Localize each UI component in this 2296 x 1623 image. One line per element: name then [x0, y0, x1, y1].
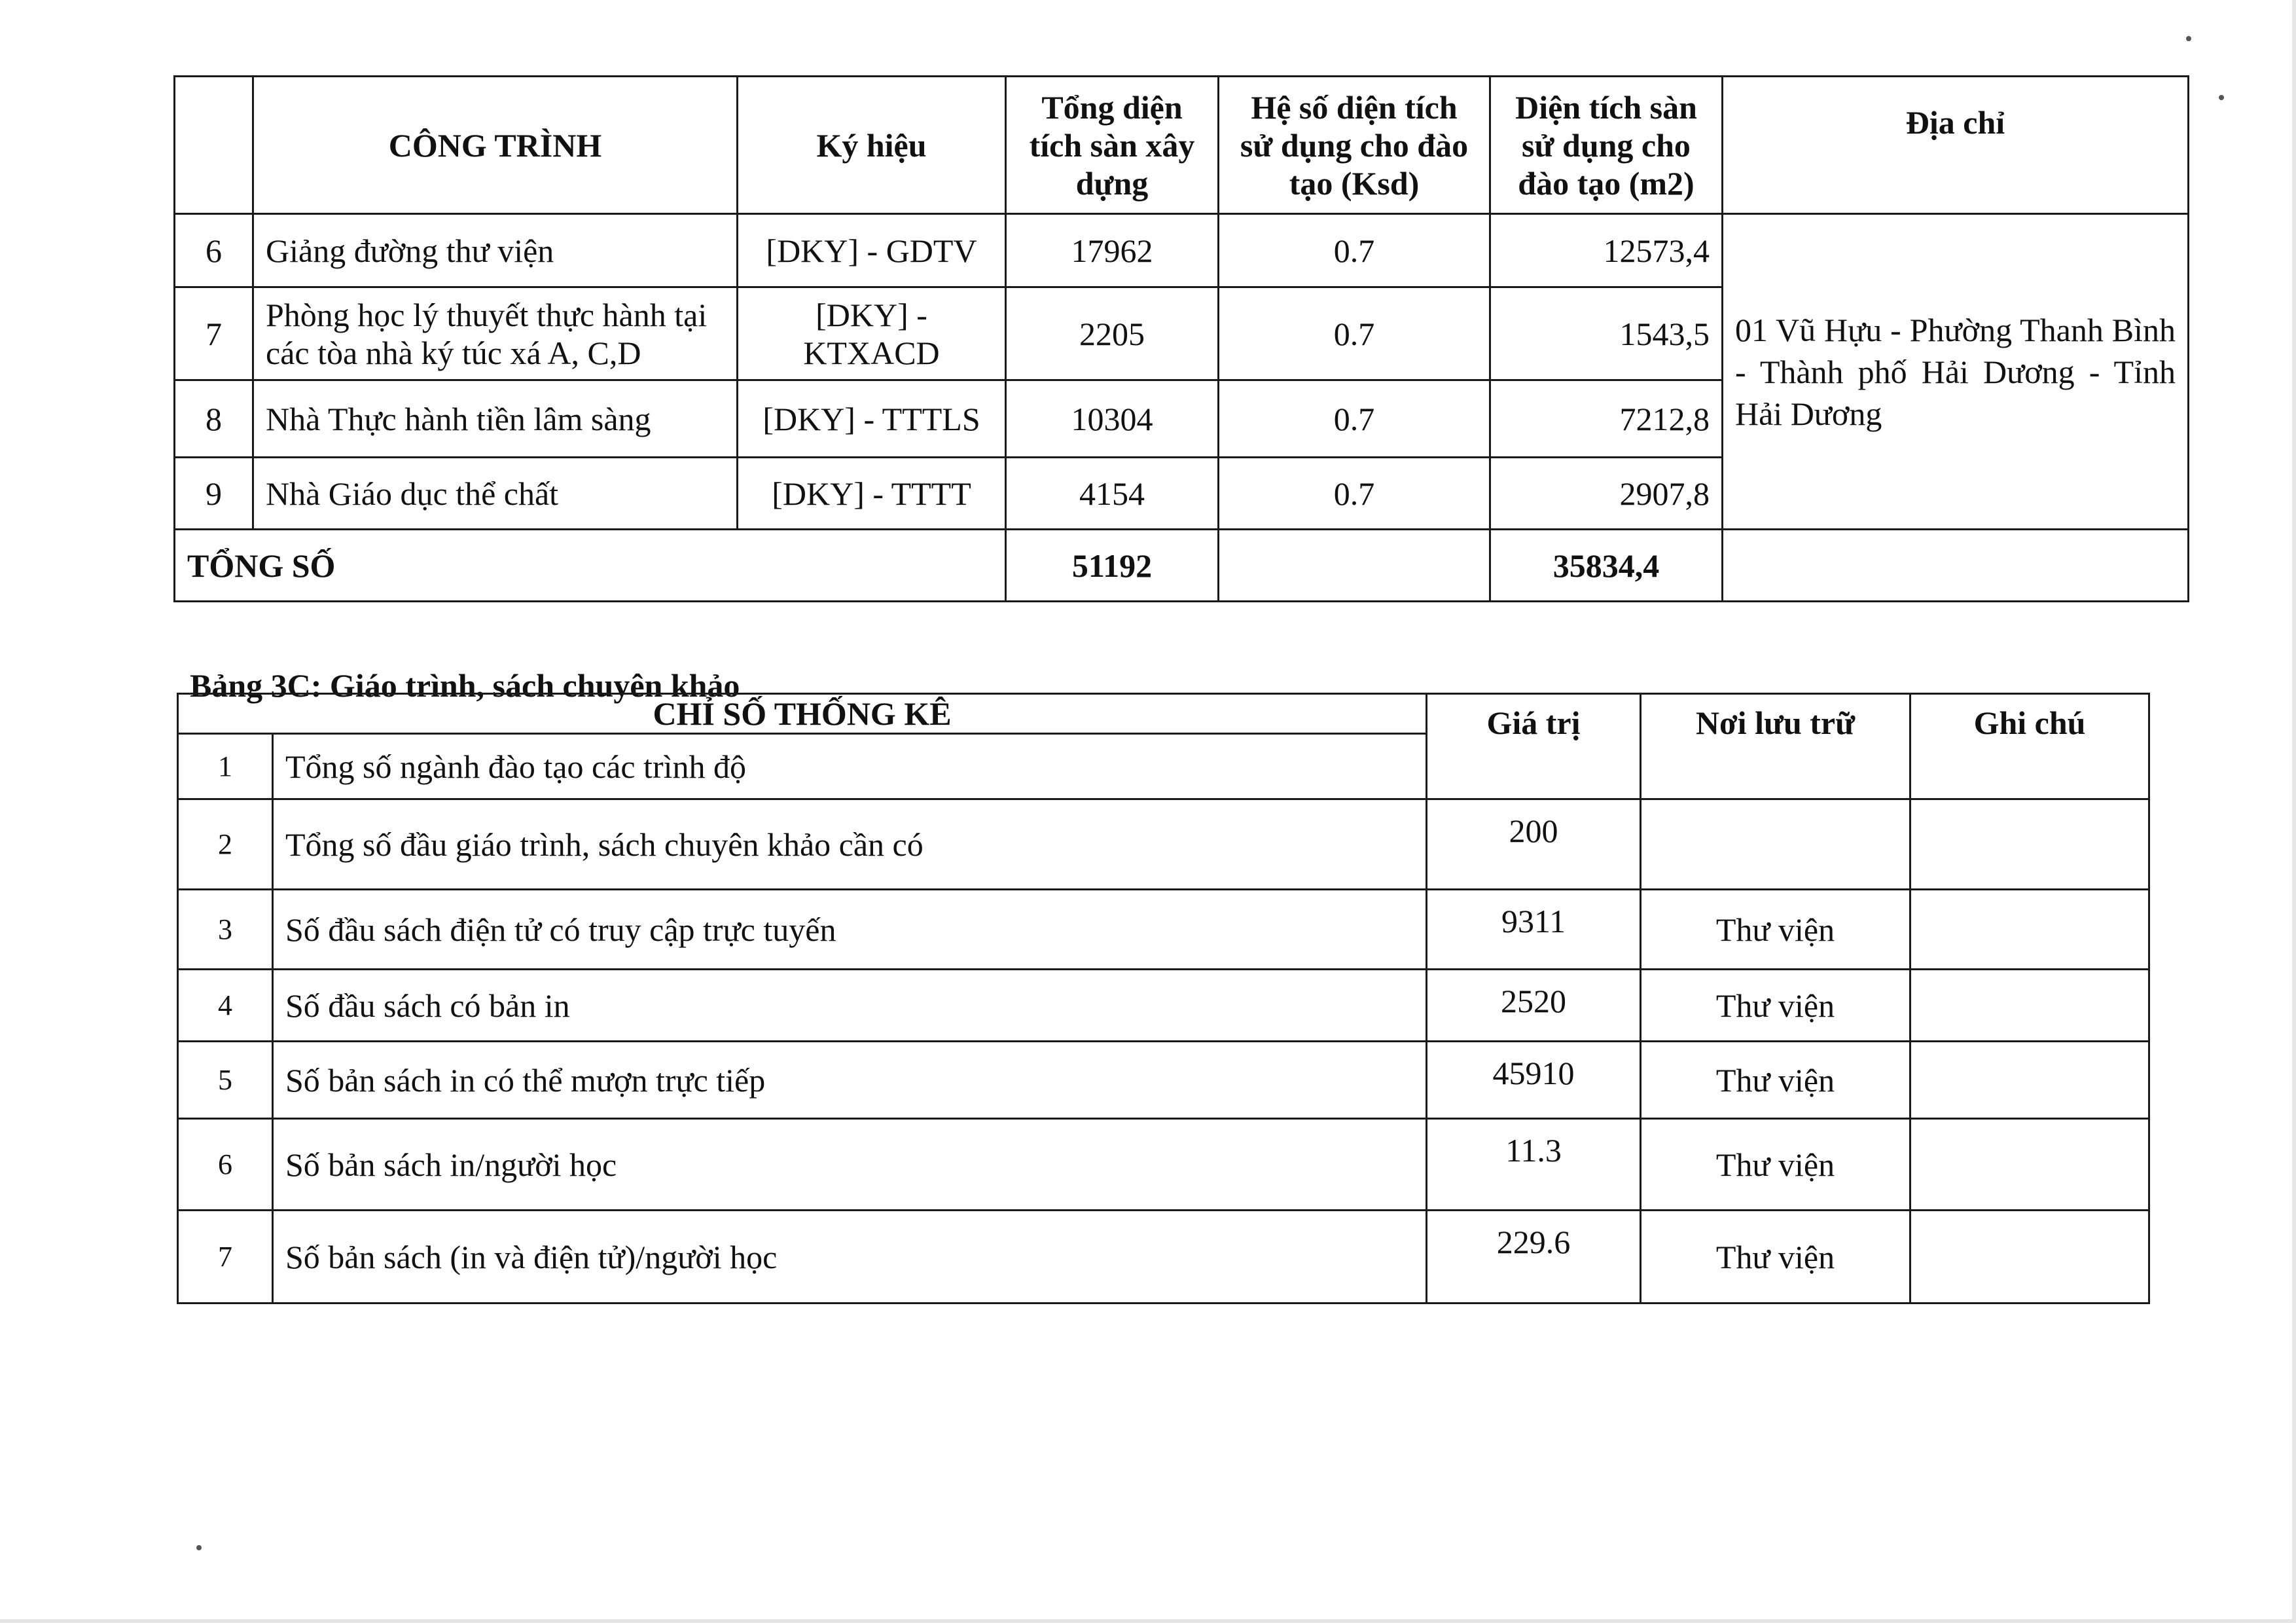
header-address: Địa chỉ — [1723, 77, 2189, 214]
row-note — [1910, 890, 2149, 970]
row-storage — [1641, 799, 1910, 890]
row-indicator: Số đầu sách điện tử có truy cập trực tuyến — [273, 890, 1427, 970]
table-row — [178, 1119, 2149, 1211]
scan-speck — [196, 1545, 202, 1550]
row-code: [DKY] - TTTLS — [738, 380, 1006, 458]
row-no: 7 — [178, 1211, 273, 1304]
training-area-sum: 35834,4 — [1490, 530, 1723, 602]
table-row — [178, 1042, 2149, 1119]
row-value: 229.6 — [1427, 1211, 1641, 1304]
row-total-area: 17962 — [1006, 214, 1219, 287]
row-building: Nhà Giáo dục thể chất — [253, 458, 738, 530]
row-storage: Thư viện — [1641, 1211, 1910, 1304]
row-note — [1910, 1119, 2149, 1211]
books-table-caption: Bảng 3C: Giáo trình, sách chuyên khảo — [190, 667, 740, 704]
total-address-empty — [1723, 530, 2189, 602]
row-coefficient: 0.7 — [1219, 380, 1490, 458]
header-training-area: Diện tích sàn sử dụng cho đào tạo (m2) — [1490, 77, 1723, 214]
row-no: 9 — [175, 458, 253, 530]
row-building: Giảng đường thư viện — [253, 214, 738, 287]
row-storage: Thư viện — [1641, 970, 1910, 1042]
row-value: 2520 — [1427, 970, 1641, 1042]
header-code: Ký hiệu — [738, 77, 1006, 214]
books-header-row — [178, 694, 2149, 734]
row-no: 7 — [175, 287, 253, 380]
row-storage: Thư viện — [1641, 890, 1910, 970]
table-row — [175, 214, 2189, 287]
scan-speck — [2219, 95, 2224, 100]
row-storage: Thư viện — [1641, 1042, 1910, 1119]
header-value: Giá trị — [1427, 694, 1641, 799]
header-total-area: Tổng diện tích sàn xây dựng — [1006, 77, 1219, 214]
row-total-area: 4154 — [1006, 458, 1219, 530]
row-storage: Thư viện — [1641, 1119, 1910, 1211]
address-cell: 01 Vũ Hựu - Phường Thanh Bình - Thành phố Hải Dương - Tỉnh Hải Dương — [1723, 214, 2189, 530]
row-no: 3 — [178, 890, 273, 970]
row-note — [1910, 799, 2149, 890]
table-row — [178, 970, 2149, 1042]
row-building: Phòng học lý thuyết thực hành tại các tòa nhà ký túc xá A, C,D — [253, 287, 738, 380]
row-no: 6 — [178, 1119, 273, 1211]
row-note — [1910, 1042, 2149, 1119]
row-building: Nhà Thực hành tiền lâm sàng — [253, 380, 738, 458]
row-code: [DKY] - KTXACD — [738, 287, 1006, 380]
books-table — [177, 693, 2150, 1304]
table-row — [178, 799, 2149, 890]
row-no: 8 — [175, 380, 253, 458]
row-value: 11.3 — [1427, 1119, 1641, 1211]
scan-speck — [2186, 36, 2191, 41]
row-no: 1 — [178, 734, 273, 799]
header-no — [175, 77, 253, 214]
row-indicator: Tổng số đầu giáo trình, sách chuyên khảo cần có — [273, 799, 1427, 890]
row-training-area: 2907,8 — [1490, 458, 1723, 530]
row-no: 2 — [178, 799, 273, 890]
total-label: TỔNG SỐ — [175, 530, 1006, 602]
row-no: 6 — [175, 214, 253, 287]
row-coefficient: 0.7 — [1219, 214, 1490, 287]
row-value: 45910 — [1427, 1042, 1641, 1119]
row-value: 9311 — [1427, 890, 1641, 970]
row-training-area: 7212,8 — [1490, 380, 1723, 458]
row-indicator: Số đầu sách có bản in — [273, 970, 1427, 1042]
header-storage: Nơi lưu trữ — [1641, 694, 1910, 799]
row-indicator: Số bản sách (in và điện tử)/người học — [273, 1211, 1427, 1304]
row-training-area: 12573,4 — [1490, 214, 1723, 287]
header-note: Ghi chú — [1910, 694, 2149, 799]
table-row — [178, 1211, 2149, 1304]
row-indicator: Số bản sách in có thể mượn trực tiếp — [273, 1042, 1427, 1119]
row-coefficient: 0.7 — [1219, 287, 1490, 380]
row-training-area: 1543,5 — [1490, 287, 1723, 380]
header-coefficient: Hệ số diện tích sử dụng cho đào tạo (Ksd) — [1219, 77, 1490, 214]
row-indicator: Số bản sách in/người học — [273, 1119, 1427, 1211]
header-indicator: CHỈ SỐ THỐNG KÊ — [178, 694, 1427, 734]
total-area-sum: 51192 — [1006, 530, 1219, 602]
row-note — [1910, 970, 2149, 1042]
total-coefficient-empty — [1219, 530, 1490, 602]
row-total-area: 10304 — [1006, 380, 1219, 458]
row-note — [1910, 1211, 2149, 1304]
row-code: [DKY] - GDTV — [738, 214, 1006, 287]
row-no: 5 — [178, 1042, 273, 1119]
table-row — [178, 890, 2149, 970]
row-total-area: 2205 — [1006, 287, 1219, 380]
buildings-table — [173, 75, 2189, 602]
row-no: 4 — [178, 970, 273, 1042]
row-value: 200 — [1427, 799, 1641, 890]
row-code: [DKY] - TTTT — [738, 458, 1006, 530]
row-coefficient: 0.7 — [1219, 458, 1490, 530]
total-row — [175, 530, 2189, 602]
buildings-header-row — [175, 77, 2189, 214]
row-indicator: Tổng số ngành đào tạo các trình độ — [273, 734, 1427, 799]
header-building: CÔNG TRÌNH — [253, 77, 738, 214]
